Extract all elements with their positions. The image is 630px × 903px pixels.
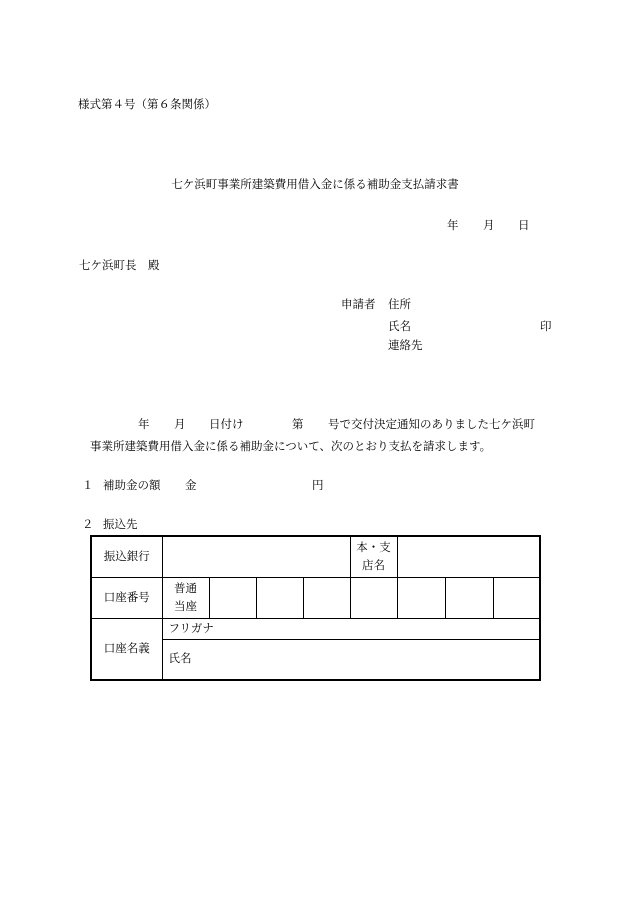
account-number-label: 口座番号 [103, 589, 150, 604]
body-dai: 第 [292, 417, 304, 431]
item1-label: 補助金の額 [103, 478, 161, 492]
item2-label: 振込先 [103, 517, 138, 531]
account-digit-6[interactable] [445, 577, 493, 618]
furigana-input[interactable] [162, 618, 540, 639]
account-digit-3[interactable] [303, 577, 350, 618]
account-name-label-cell [91, 618, 162, 680]
bank-label: 振込銀行 [103, 548, 150, 563]
account-number-label-cell [91, 577, 162, 618]
holder-name-input[interactable] [162, 639, 540, 680]
account-type-ordinary: 普通 [174, 580, 197, 595]
branch-label-line2: 店名 [362, 557, 385, 572]
account-digit-7[interactable] [493, 577, 540, 618]
name-label: 氏名 [388, 319, 411, 333]
account-digit-1[interactable] [209, 577, 256, 618]
address-label: 住所 [388, 297, 411, 311]
document-title: 七ケ浜町事業所建築費用借入金に係る補助金支払請求書 [171, 177, 459, 191]
date-year-label: 年 [447, 218, 459, 232]
account-digit-4[interactable] [350, 577, 397, 618]
seal-mark: 印 [540, 319, 552, 333]
applicant-label: 申請者 [341, 297, 376, 311]
item1-yen: 円 [312, 478, 324, 492]
date-month-label: 月 [483, 218, 495, 232]
holder-name-label: 氏名 [168, 651, 192, 666]
account-name-label: 口座名義 [103, 640, 150, 655]
body-line1-rest: 号で交付決定通知のありました七ケ浜町 [328, 417, 535, 431]
body-year: 年 [138, 417, 150, 431]
body-dated: 日付け [209, 417, 244, 431]
form-number: 様式第４号（第６条関係） [78, 97, 216, 111]
bank-name-input[interactable] [162, 536, 350, 577]
furigana-label: フリガナ [168, 620, 214, 635]
bank-transfer-table [90, 535, 541, 681]
bank-label-cell [91, 536, 162, 577]
date-day-label: 日 [518, 218, 530, 232]
body-line2: 事業所建築費用借入金に係る補助金について、次のとおり支払を請求します。 [90, 439, 492, 453]
addressee: 七ケ浜町長 殿 [79, 258, 160, 272]
item1-number: １ [82, 478, 94, 492]
account-type-cell[interactable] [162, 577, 209, 618]
branch-label-line1: 本・支 [356, 539, 391, 554]
account-digit-2[interactable] [256, 577, 303, 618]
account-type-current: 当座 [174, 598, 197, 613]
item1-kin: 金 [185, 478, 197, 492]
contact-label: 連絡先 [388, 338, 423, 352]
branch-name-input[interactable] [397, 536, 540, 577]
account-digit-5[interactable] [397, 577, 445, 618]
body-month: 月 [174, 417, 186, 431]
item2-number: ２ [82, 517, 94, 531]
branch-label-cell [350, 536, 397, 577]
